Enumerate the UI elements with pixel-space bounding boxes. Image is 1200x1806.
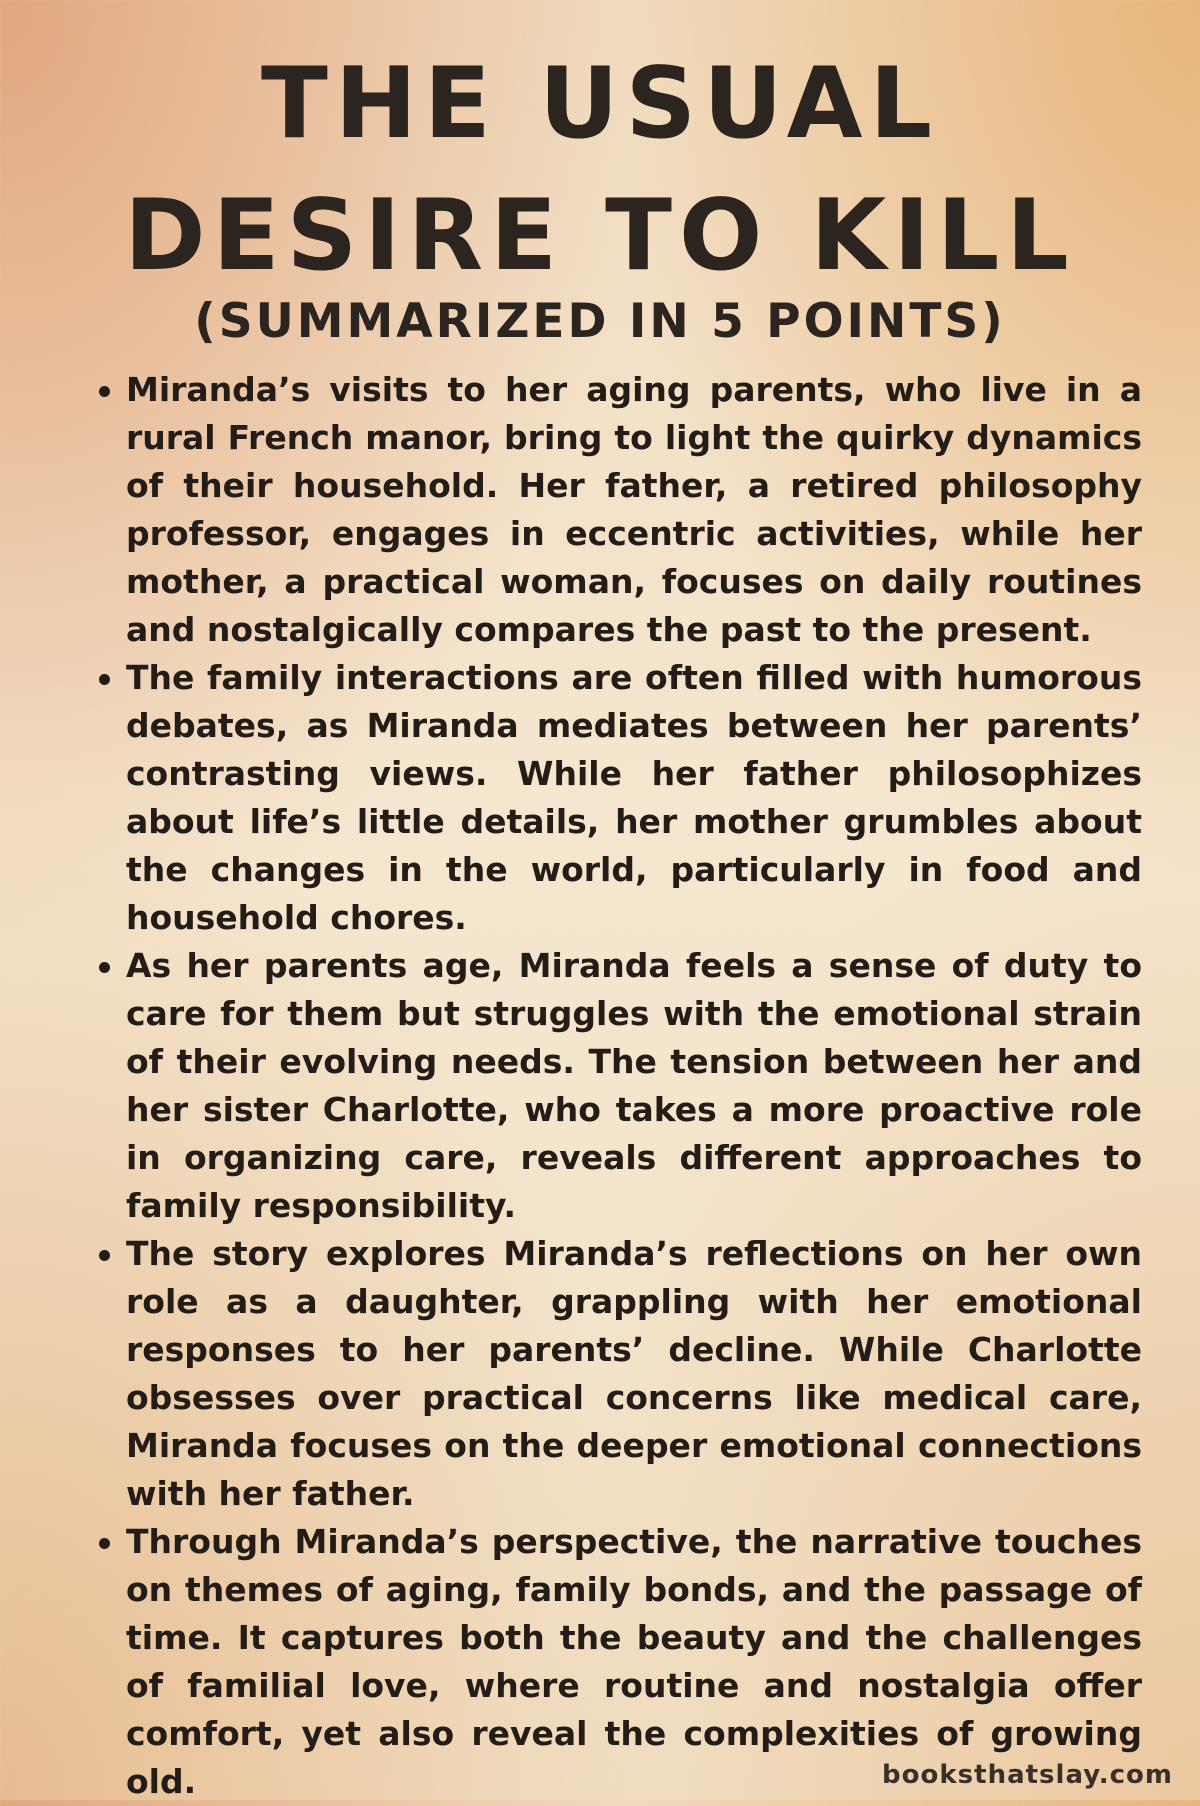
summary-point-1: Miranda’s visits to her aging parents, who live in a rural French manor, bring to light the quirky dynamics of their household. Her father, a retired philosophy professor, engages in eccentric activities, while her mother, a practical woman, focuses on daily routines and nostalgically compares the past to the present. (126, 366, 1142, 654)
summary-point-4: The story explores Miranda’s reflections on her own role as a daughter, grappling with her emotional responses to her parents’ decline. While Charlotte obsesses over practical concerns like medical care, Miranda focuses on the deeper emotional connections with her father. (126, 1230, 1142, 1518)
book-title: THE USUAL DESIRE TO KILL (124, 47, 1076, 293)
website-credit: booksthatslay.com (882, 1760, 1173, 1790)
summary-point-2: The family interactions are often filled with humorous debates, as Miranda mediates between her parents’ contrasting views. While her father philosophizes about life’s little details, her mother grumbles about the changes in the world, particularly in food and household chores. (126, 654, 1142, 942)
summary-subtitle: (SUMMARIZED IN 5 POINTS) (194, 294, 1006, 349)
summary-point-5: Through Miranda’s perspective, the narrative touches on themes of aging, family bonds, and the passage of time. It captures both the beauty and the challenges of familial love, where routine and nostalgia offer comfort, yet also reveal the complexities of growing old. (126, 1518, 1142, 1806)
summary-point-list (126, 366, 1142, 1806)
summary-point-3: As her parents age, Miranda feels a sense of duty to care for them but struggles with the emotional strain of their evolving needs. The tension between her and her sister Charlotte, who takes a more proactive role in organizing care, reveals different approaches to family responsibility. (126, 942, 1142, 1230)
